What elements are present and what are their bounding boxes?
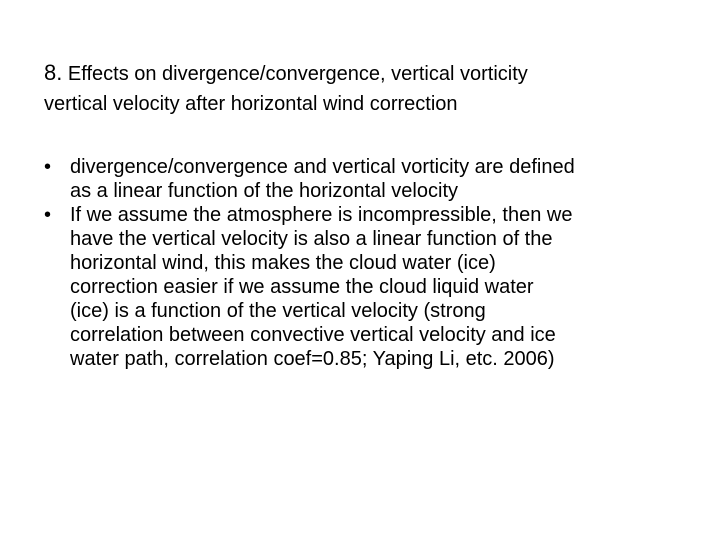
- bullet-icon: •: [44, 156, 52, 178]
- bullet-2-line-3: horizontal wind, this makes the cloud water (ice): [70, 252, 496, 274]
- bullet-2-line-5: (ice) is a function of the vertical velocity (strong: [70, 300, 486, 322]
- bullet-2-line-1: If we assume the atmosphere is incompressible, then we: [70, 204, 573, 226]
- slide-title: [44, 58, 704, 119]
- title-number: 8.: [44, 60, 63, 85]
- bullet-icon: •: [44, 204, 52, 226]
- bullet-2-line-6: correlation between convective vertical velocity and ice: [70, 324, 556, 346]
- title-text-line-1: Effects on divergence/convergence, vertical vorticity: [67, 63, 528, 85]
- bullet-item-2: [44, 203, 684, 371]
- title-line-2: vertical velocity after horizontal wind correction: [44, 93, 458, 115]
- bullet-1-line-1: divergence/convergence and vertical vorticity are defined: [70, 156, 575, 178]
- bullet-item-1: [44, 155, 684, 203]
- title-line-1: [44, 58, 704, 89]
- bullet-2-line-7: water path, correlation coef=0.85; Yaping Li, etc. 2006): [70, 348, 555, 370]
- bullet-1-line-2: as a linear function of the horizontal velocity: [70, 180, 458, 202]
- bullet-2-line-4: correction easier if we assume the cloud liquid water: [70, 276, 534, 298]
- bullet-2-line-2: have the vertical velocity is also a linear function of the: [70, 228, 553, 250]
- bullet-list: [44, 155, 684, 371]
